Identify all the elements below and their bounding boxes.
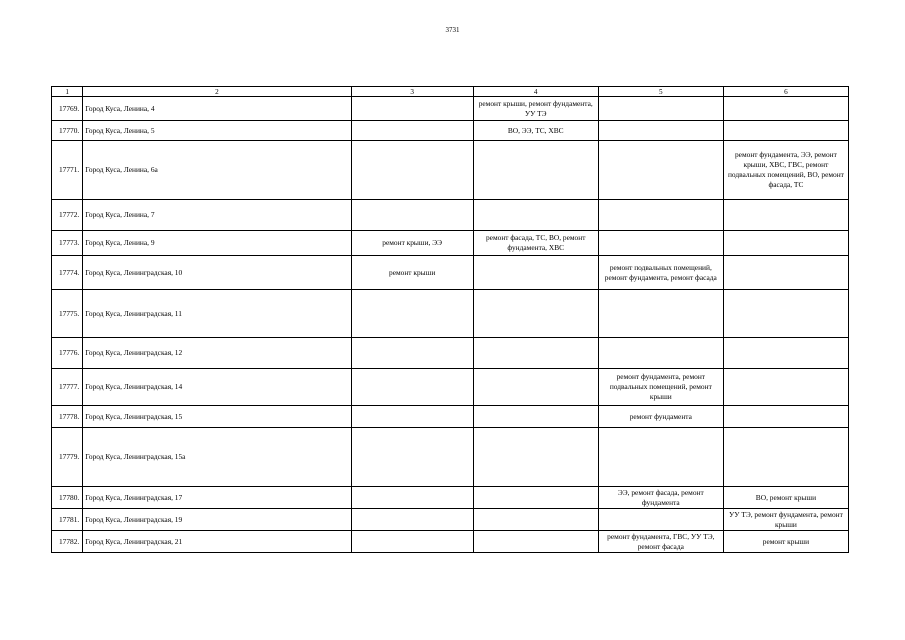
table-row: [52, 406, 849, 428]
row-number: 17777.: [52, 369, 83, 406]
column-4-cell: [473, 509, 598, 531]
column-5-cell: ремонт подвальных помещений, ремонт фундамента, ремонт фасада: [598, 256, 723, 290]
address-cell: Город Куса, Ленинградская, 12: [83, 338, 351, 369]
column-4-cell: [473, 428, 598, 487]
column-4-cell: [473, 531, 598, 553]
column-5-cell: [598, 231, 723, 256]
column-3-cell: [351, 141, 473, 200]
column-6-cell: [723, 121, 848, 141]
column-5-cell: ремонт фундамента: [598, 406, 723, 428]
column-5-cell: [598, 121, 723, 141]
column-header: 2: [83, 87, 351, 97]
column-4-cell: ремонт крыши, ремонт фундамента, УУ ТЭ: [473, 97, 598, 121]
column-3-cell: [351, 338, 473, 369]
column-3-cell: [351, 487, 473, 509]
column-6-cell: [723, 406, 848, 428]
column-6-cell: [723, 256, 848, 290]
column-6-cell: ВО, ремонт крыши: [723, 487, 848, 509]
column-3-cell: [351, 200, 473, 231]
address-cell: Город Куса, Ленинградская, 14: [83, 369, 351, 406]
table-row: [52, 531, 849, 553]
column-3-cell: ремонт крыши: [351, 256, 473, 290]
page-number: 3731: [445, 26, 460, 34]
column-6-cell: [723, 290, 848, 338]
column-4-cell: [473, 141, 598, 200]
table-row: [52, 141, 849, 200]
column-5-cell: ремонт фундамента, ремонт подвальных помещений, ремонт крыши: [598, 369, 723, 406]
row-number: 17773.: [52, 231, 83, 256]
column-header: 5: [598, 87, 723, 97]
column-6-cell: [723, 97, 848, 121]
column-3-cell: [351, 509, 473, 531]
column-5-cell: ЭЭ, ремонт фасада, ремонт фундамента: [598, 487, 723, 509]
column-3-cell: [351, 369, 473, 406]
column-3-cell: [351, 121, 473, 141]
column-3-cell: [351, 428, 473, 487]
column-header: 6: [723, 87, 848, 97]
address-cell: Город Куса, Ленинградская, 19: [83, 509, 351, 531]
table-row: [52, 338, 849, 369]
table-row: [52, 121, 849, 141]
table-row: [52, 231, 849, 256]
address-cell: Город Куса, Ленина, 9: [83, 231, 351, 256]
column-4-cell: [473, 290, 598, 338]
column-6-cell: [723, 338, 848, 369]
column-4-cell: [473, 487, 598, 509]
table-row: [52, 487, 849, 509]
table-row: [52, 428, 849, 487]
column-6-cell: ремонт фундамента, ЭЭ, ремонт крыши, ХВС, ГВС, ремонт подвальных помещений, ВО, ремонт фасада, ТС: [723, 141, 848, 200]
column-4-cell: ремонт фасада, ТС, ВО, ремонт фундамента, ХВС: [473, 231, 598, 256]
row-number: 17778.: [52, 406, 83, 428]
row-number: 17776.: [52, 338, 83, 369]
column-6-cell: [723, 369, 848, 406]
address-cell: Город Куса, Ленинградская, 10: [83, 256, 351, 290]
table-row: [52, 97, 849, 121]
row-number: 17782.: [52, 531, 83, 553]
column-4-cell: [473, 369, 598, 406]
column-3-cell: [351, 406, 473, 428]
column-4-cell: [473, 338, 598, 369]
table-row: [52, 200, 849, 231]
address-cell: Город Куса, Ленина, 5: [83, 121, 351, 141]
address-cell: Город Куса, Ленинградская, 15: [83, 406, 351, 428]
address-cell: Город Куса, Ленина, 4: [83, 97, 351, 121]
row-number: 17770.: [52, 121, 83, 141]
column-5-cell: [598, 428, 723, 487]
column-6-cell: [723, 200, 848, 231]
column-5-cell: [598, 97, 723, 121]
row-number: 17779.: [52, 428, 83, 487]
column-4-cell: ВО, ЭЭ, ТС, ХВС: [473, 121, 598, 141]
column-6-cell: [723, 231, 848, 256]
address-cell: Город Куса, Ленинградская, 17: [83, 487, 351, 509]
table-row: [52, 369, 849, 406]
column-3-cell: [351, 531, 473, 553]
row-number: 17780.: [52, 487, 83, 509]
table-row: [52, 509, 849, 531]
column-3-cell: ремонт крыши, ЭЭ: [351, 231, 473, 256]
address-cell: Город Куса, Ленина, 6а: [83, 141, 351, 200]
column-5-cell: [598, 200, 723, 231]
column-6-cell: УУ ТЭ, ремонт фундамента, ремонт крыши: [723, 509, 848, 531]
table-row: [52, 256, 849, 290]
column-5-cell: [598, 290, 723, 338]
column-3-cell: [351, 290, 473, 338]
column-6-cell: ремонт крыши: [723, 531, 848, 553]
column-5-cell: [598, 509, 723, 531]
column-4-cell: [473, 256, 598, 290]
column-5-cell: [598, 141, 723, 200]
row-number: 17774.: [52, 256, 83, 290]
row-number: 17781.: [52, 509, 83, 531]
table-header-row: [52, 87, 849, 97]
row-number: 17772.: [52, 200, 83, 231]
address-cell: Город Куса, Ленинградская, 21: [83, 531, 351, 553]
row-number: 17769.: [52, 97, 83, 121]
column-header: 1: [52, 87, 83, 97]
column-5-cell: [598, 338, 723, 369]
column-header: 3: [351, 87, 473, 97]
address-cell: Город Куса, Ленина, 7: [83, 200, 351, 231]
column-header: 4: [473, 87, 598, 97]
address-cell: Город Куса, Ленинградская, 11: [83, 290, 351, 338]
column-3-cell: [351, 97, 473, 121]
column-4-cell: [473, 200, 598, 231]
column-4-cell: [473, 406, 598, 428]
data-table: [51, 86, 849, 553]
address-cell: Город Куса, Ленинградская, 15а: [83, 428, 351, 487]
row-number: 17771.: [52, 141, 83, 200]
table-row: [52, 290, 849, 338]
row-number: 17775.: [52, 290, 83, 338]
column-6-cell: [723, 428, 848, 487]
column-5-cell: ремонт фундамента, ГВС, УУ ТЭ, ремонт фасада: [598, 531, 723, 553]
